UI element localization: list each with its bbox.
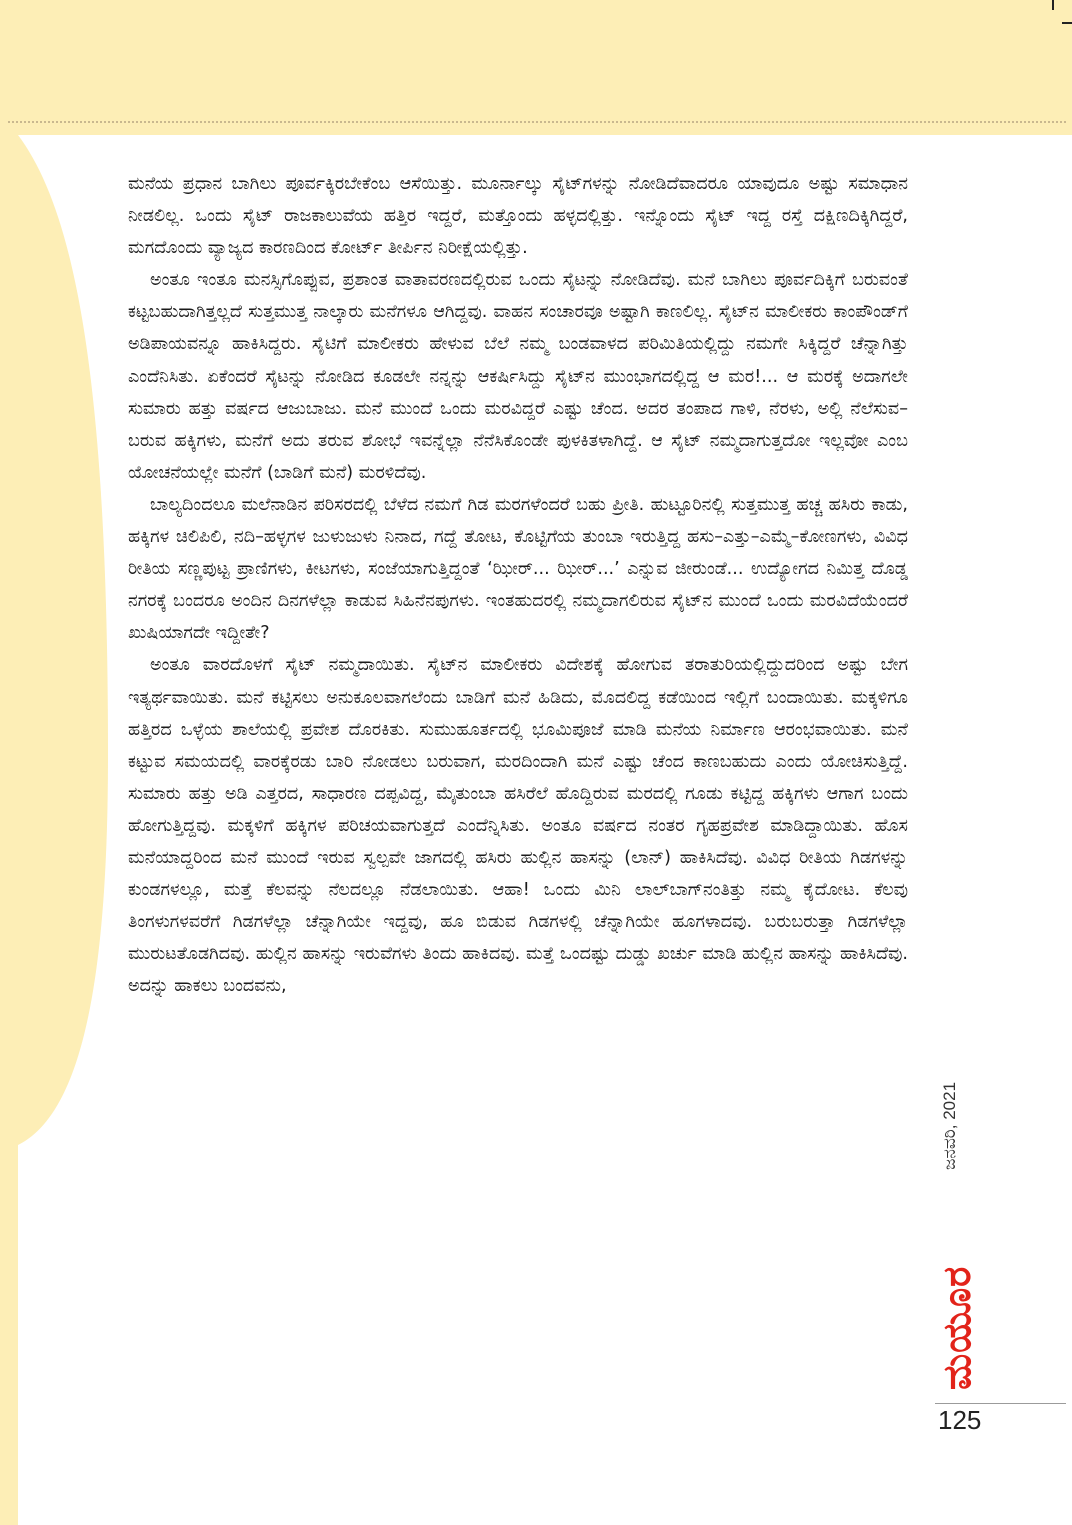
article-paragraph: ಅಂತೂ ವಾರದೊಳಗೆ ಸೈಟ್ ನಮ್ಮದಾಯಿತು. ಸೈಟ್‌ನ ಮಾಲೀಕರು ವಿದೇಶಕ್ಕೆ ಹೋಗುವ ತರಾತುರಿಯಲ್ಲಿದ್ದುದರಿಂದ ಅಷ್ಟು ಬೇಗ ಇತ್ಯರ್ಥವಾಯಿತು. ಮನೆ ಕಟ್ಟಿಸಲು ಅನುಕೂಲವಾಗಲೆಂದು ಬಾಡಿಗೆ ಮನೆ ಹಿಡಿದು, ಮೊದಲಿದ್ದ ಕಡೆಯಿಂದ ಇಲ್ಲಿಗೆ ಬಂದಾಯಿತು. ಮಕ್ಕಳಿಗೂ ಹತ್ತಿರದ ಒಳ್ಳೆಯ ಶಾಲೆಯಲ್ಲಿ ಪ್ರವೇಶ ದೊರಕಿತು. ಸುಮುಹೂರ್ತದಲ್ಲಿ ಭೂಮಿಪೂಜೆ ಮಾಡಿ ಮನೆಯ ನಿರ್ಮಾಣ ಆರಂಭವಾಯಿತು. ಮನೆ ಕಟ್ಟುವ ಸಮಯದಲ್ಲಿ ವಾರಕ್ಕೆರಡು ಬಾರಿ ನೋಡಲು ಬರುವಾಗ, ಮರದಿಂದಾಗಿ ಮನೆ ಎಷ್ಟು ಚೆಂದ ಕಾಣಬಹುದು ಎಂದು ಯೋಚಿಸುತ್ತಿದ್ದೆ. ಸುಮಾರು ಹತ್ತು ಅಡಿ ಎತ್ತರದ, ಸಾಧಾರಣ ದಪ್ಪವಿದ್ದ, ಮೈತುಂಬಾ ಹಸಿರೆಲೆ ಹೊದ್ದಿರುವ ಮರದಲ್ಲಿ ಗೂಡು ಕಟ್ಟಿದ್ದ ಹಕ್ಕಿಗಳು ಆಗಾಗ ಬಂದು ಹೋಗುತ್ತಿದ್ದವು. ಮಕ್ಕಳಿಗೆ ಹಕ್ಕಿಗಳ ಪರಿಚಯವಾಗುತ್ತದೆ ಎಂದೆನ್ನಿಸಿತು. ಅಂತೂ ವರ್ಷದ ನಂತರ ಗೃಹಪ್ರವೇಶ ಮಾಡಿದ್ದಾಯಿತು. ಹೊಸ ಮನೆಯಾದ್ದರಿಂದ ಮನೆ ಮುಂದೆ ಇರುವ ಸ್ವಲ್ಪವೇ ಜಾಗದಲ್ಲಿ ಹಸಿರು ಹುಲ್ಲಿನ ಹಾಸನ್ನು (ಲಾನ್) ಹಾಕಿಸಿದೆವು. ವಿವಿಧ ರೀತಿಯ ಗಿಡಗಳನ್ನು ಕುಂಡಗಳಲ್ಲೂ, ಮತ್ತೆ ಕೆಲವನ್ನು ನೆಲದಲ್ಲೂ ನೆಡಲಾಯಿತು. ಆಹಾ! ಒಂದು ಮಿನಿ ಲಾಲ್‌ಬಾಗ್‌ನಂತಿತ್ತು ನಮ್ಮ ಕೈದೋಟ. ಕೆಲವು ತಿಂಗಳುಗಳವರೆಗೆ ಗಿಡಗಳೆಲ್ಲಾ ಚೆನ್ನಾಗಿಯೇ ಇದ್ದವು, ಹೂ ಬಿಡುವ ಗಿಡಗಳಲ್ಲಿ ಚೆನ್ನಾಗಿಯೇ ಹೂಗಳಾದವು. ಬರುಬರುತ್ತಾ ಗಿಡಗಳೆಲ್ಲಾ ಮುರುಟತೊಡಗಿದವು. ಹುಲ್ಲಿನ ಹಾಸನ್ನು ಇರುವೆಗಳು ತಿಂದು ಹಾಕಿದವು. ಮತ್ತೆ ಒಂದಷ್ಟು ದುಡ್ಡು ಖರ್ಚು ಮಾಡಿ ಹುಲ್ಲಿನ ಹಾಸನ್ನು ಹಾಕಿಸಿದೆವು. ಅದನ್ನು ಹಾಕಲು ಬಂದವನು, (128, 655, 908, 997)
article-paragraph: ಮನೆಯ ಪ್ರಧಾನ ಬಾಗಿಲು ಪೂರ್ವಕ್ಕಿರಬೇಕೆಂಬ ಆಸೆಯಿತ್ತು. ಮೂರ್ನಾಲ್ಕು ಸೈಟ್‌ಗಳನ್ನು ನೋಡಿದೆವಾದರೂ ಯಾವುದೂ ಅಷ್ಟು ಸಮಾಧಾನ ನೀಡಲಿಲ್ಲ. ಒಂದು ಸೈಟ್ ರಾಜಕಾಲುವೆಯ ಹತ್ತಿರ ಇದ್ದರೆ, ಮತ್ತೊಂದು ಹಳ್ಳದಲ್ಲಿತ್ತು. ಇನ್ನೊಂದು ಸೈಟ್ ಇದ್ದ ರಸ್ತೆ ದಕ್ಷಿಣದಿಕ್ಕಿಗಿದ್ದರೆ, ಮಗದೊಂದು ವ್ಯಾಜ್ಯದ ಕಾರಣದಿಂದ ಕೋರ್ಟ್ ತೀರ್ಪಿನ ನಿರೀಕ್ಷೆಯಲ್ಲಿತ್ತು. (128, 174, 908, 259)
crop-mark-right-upper (1062, 22, 1072, 24)
dotted-divider (8, 121, 1066, 123)
article-paragraph: ಬಾಲ್ಯದಿಂದಲೂ ಮಲೆನಾಡಿನ ಪರಿಸರದಲ್ಲಿ ಬೆಳೆದ ನಮಗೆ ಗಿಡ ಮರಗಳೆಂದರೆ ಬಹು ಪ್ರೀತಿ. ಹುಟ್ಟೂರಿನಲ್ಲಿ ಸುತ್ತಮುತ್ತ ಹಚ್ಚ ಹಸಿರು ಕಾಡು, ಹಕ್ಕಿಗಳ ಚಿಲಿಪಿಲಿ, ನದಿ–ಹಳ್ಳಗಳ ಜುಳುಜುಳು ನಿನಾದ, ಗದ್ದೆ ತೋಟ, ಕೊಟ್ಟಿಗೆಯ ತುಂಬಾ ಇರುತ್ತಿದ್ದ ಹಸು–ಎತ್ತು–ಎಮ್ಮೆ–ಕೋಣಗಳು, ವಿವಿಧ ರೀತಿಯ ಸಣ್ಣಪುಟ್ಟ ಪ್ರಾಣಿಗಳು, ಕೀಟಗಳು, ಸಂಜೆಯಾಗುತ್ತಿದ್ದಂತೆ ‘ಝೀರ್... ಝೀರ್...’ ಎನ್ನುವ ಜೀರುಂಡೆ... ಉದ್ಯೋಗದ ನಿಮಿತ್ತ ದೊಡ್ಡ ನಗರಕ್ಕೆ ಬಂದರೂ ಅಂದಿನ ದಿನಗಳೆಲ್ಲಾ ಕಾಡುವ ಸಿಹಿನೆನಪುಗಳು. ಇಂತಹುದರಲ್ಲಿ ನಮ್ಮದಾಗಲಿರುವ ಸೈಟ್‌ನ ಮುಂದೆ ಒಂದು ಮರವಿದೆಯೆಂದರೆ ಖುಷಿಯಾಗದೇ ಇದ್ದೀತೇ? (128, 494, 908, 644)
crop-mark-top (1052, 0, 1054, 10)
magazine-logo: ಮಯೂರ (935, 1265, 979, 1390)
page-number: 125 (938, 1405, 982, 1435)
issue-date: ಜನವರಿ, 2021 (940, 1081, 959, 1170)
footer-rule (935, 1403, 1066, 1404)
article-paragraph: ಅಂತೂ ಇಂತೂ ಮನಸ್ಸಿಗೊಪ್ಪುವ, ಪ್ರಶಾಂತ ವಾತಾವರಣದಲ್ಲಿರುವ ಒಂದು ಸೈಟನ್ನು ನೋಡಿದೆವು. ಮನೆ ಬಾಗಿಲು ಪೂರ್ವದಿಕ್ಕಿಗೆ ಬರುವಂತೆ ಕಟ್ಟಬಹುದಾಗಿತ್ತಲ್ಲದೆ ಸುತ್ತಮುತ್ತ ನಾಲ್ಕಾರು ಮನೆಗಳೂ ಆಗಿದ್ದವು. ವಾಹನ ಸಂಚಾರವೂ ಅಷ್ಟಾಗಿ ಕಾಣಲಿಲ್ಲ. ಸೈಟ್‌ನ ಮಾಲೀಕರು ಕಾಂಪೌಂಡ್‌ಗೆ ಅಡಿಪಾಯವನ್ನೂ ಹಾಕಿಸಿದ್ದರು. ಸೈಟಿಗೆ ಮಾಲೀಕರು ಹೇಳುವ ಬೆಲೆ ನಮ್ಮ ಬಂಡವಾಳದ ಪರಿಮಿತಿಯಲ್ಲಿದ್ದು ನಮಗೇ ಸಿಕ್ಕಿದ್ದರೆ ಚೆನ್ನಾಗಿತ್ತು ಎಂದೆನಿಸಿತು. ಏಕೆಂದರೆ ಸೈಟನ್ನು ನೋಡಿದ ಕೂಡಲೇ ನನ್ನನ್ನು ಆಕರ್ಷಿಸಿದ್ದು ಸೈಟ್‌ನ ಮುಂಭಾಗದಲ್ಲಿದ್ದ ಆ ಮರ!... ಆ ಮರಕ್ಕೆ ಅದಾಗಲೇ ಸುಮಾರು ಹತ್ತು ವರ್ಷದ ಆಜುಬಾಜು. ಮನೆ ಮುಂದೆ ಒಂದು ಮರವಿದ್ದರೆ ಎಷ್ಟು ಚೆಂದ. ಅದರ ತಂಪಾದ ಗಾಳಿ, ನೆರಳು, ಅಲ್ಲಿ ನೆಲೆಸುವ–ಬರುವ ಹಕ್ಕಿಗಳು, ಮನೆಗೆ ಅದು ತರುವ ಶೋಭೆ ಇವನ್ನೆಲ್ಲಾ ನೆನೆಸಿಕೊಂಡೇ ಪುಳಕಿತಳಾಗಿದ್ದೆ. ಆ ಸೈಟ್ ನಮ್ಮದಾಗುತ್ತದೋ ಇಲ್ಲವೋ ಎಂಬ ಯೋಚನೆಯಲ್ಲೇ ಮನೆಗೆ (ಬಾಡಿಗೆ ಮನೆ) ಮರಳಿದೆವು. (128, 270, 908, 483)
article-body (128, 168, 908, 1002)
